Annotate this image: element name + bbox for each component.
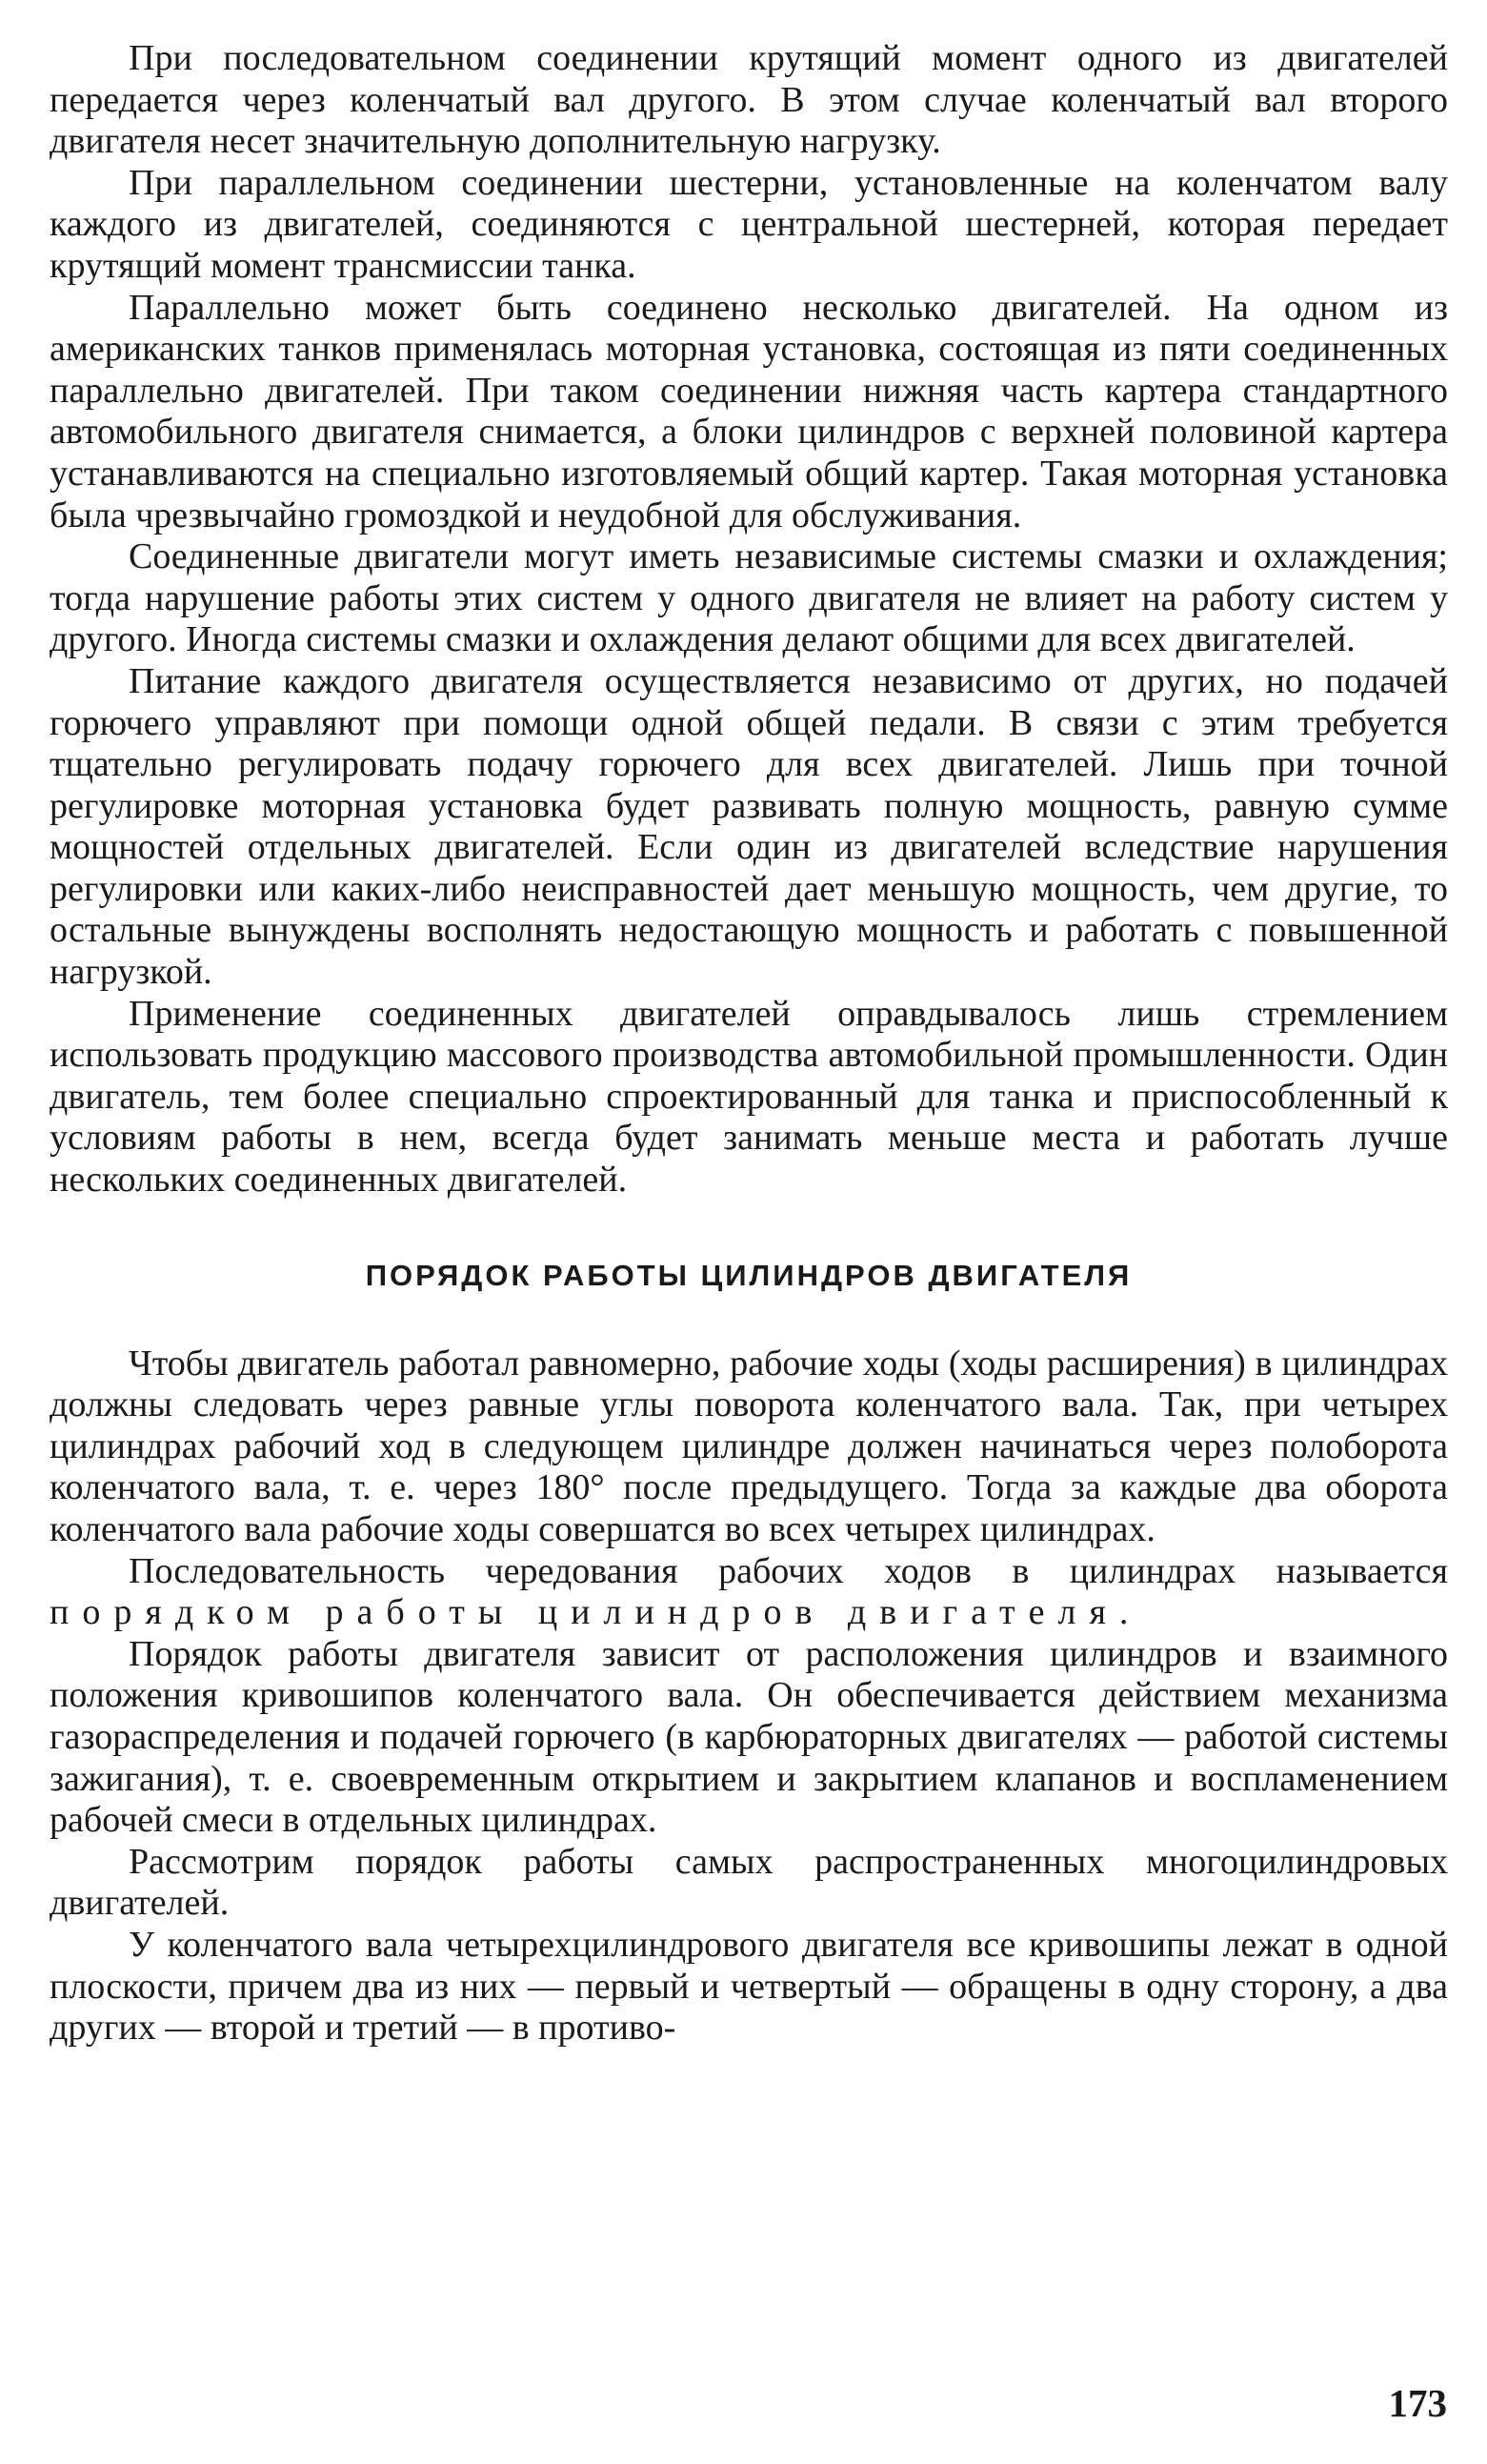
- definition-term: порядком работы цилиндров двигателя: [50, 1592, 1119, 1633]
- paragraph-american-tank: Параллельно может быть соединено несколько двигателей. На одном из американских танков применялась моторная установка, состоящая из пяти соединенных параллельно двигателей. При таком соединении нижняя часть картера стандартного автомобильного двигателя снимается, а блоки цилиндров с верхней половиной картера устанавливаются на специально изготовляемый общий картер. Такая моторная установка была чрезвычайно громоздкой и неудобной для обслуживания.: [50, 287, 1448, 535]
- paragraph-uniform-operation: Чтобы двигатель работал равномерно, рабочие ходы (ходы расширения) в цилиндрах должны следовать через равные углы поворота коленчатого вала. Так, при четырех цилиндрах рабочий ход в следующем цилиндре должен начинаться через полоборота коленчатого вала, т. е. через 180° после предыдущего. Тогда за каждые два оборота коленчатого вала рабочие ходы совершатся во всех четырех цилиндрах.: [50, 1343, 1448, 1549]
- page-number: 173: [1388, 2381, 1447, 2425]
- paragraph-lubrication-cooling: Соединенные двигатели могут иметь независимые системы смазки и охлаждения; тогда нарушение работы этих систем у одного двигателя не влияет на работу систем у другого. Иногда системы смазки и охлаждения делают общими для всех двигателей.: [50, 536, 1448, 660]
- definition-lead: Последовательность чередования рабочих ходов в цилиндрах называется: [129, 1550, 1448, 1591]
- paragraph-firing-order-definition: [50, 1551, 1448, 1634]
- page-text-block: [50, 38, 1448, 2050]
- paragraph-crankshaft-four-cylinder: У коленчатого вала четырехцилиндрового двигателя все кривошипы лежат в одной плоскости, причем два из них — первый и четвертый — обращены в одну сторону, а два других — второй и третий — в противо-: [50, 1924, 1448, 2049]
- definition-tail: .: [1118, 1592, 1129, 1633]
- paragraph-conclusion: Применение соединенных двигателей оправдывалось лишь стремлением использовать продукцию массового производства автомобильной промышленности. Один двигатель, тем более специально спроектированный для танка и приспособленный к условиям работы в нем, всегда будет занимать меньше места и работать лучше нескольких соединенных двигателей.: [50, 993, 1448, 1201]
- paragraph-fuel-supply: Питание каждого двигателя осуществляется независимо от других, но подачей горючего управляют при помощи одной общей педали. В связи с этим требуется тщательно регулировать подачу горючего для всех двигателей. Лишь при точной регулировке моторная установка будет развивать полную мощность, равную сумме мощностей отдельных двигателей. Если один из двигателей вследствие нарушения регулировки или каких-либо неисправностей дает меньшую мощность, чем другие, то остальные вынуждены восполнять недостающую мощность и работать с повышенной нагрузкой.: [50, 660, 1448, 993]
- section-heading: ПОРЯДОК РАБОТЫ ЦИЛИНДРОВ ДВИГАТЕЛЯ: [365, 1258, 1133, 1292]
- paragraph-serial-connection: При последовательном соединении крутящий момент одного из двигателей передается через коленчатый вал другого. В этом случае коленчатый вал второго двигателя несет значительную дополнительную нагрузку.: [50, 38, 1448, 162]
- paragraph-parallel-connection: При параллельном соединении шестерни, установленные на коленчатом валу каждого из двигателей, соединяются с центральной шестерней, которая передает крутящий момент трансмиссии танка.: [50, 162, 1448, 286]
- paragraph-consider: Рассмотрим порядок работы самых распространенных многоцилиндровых двигателей.: [50, 1841, 1448, 1924]
- paragraph-firing-order-depends: Порядок работы двигателя зависит от расположения цилиндров и взаимного положения кривошипов коленчатого вала. Он обеспечивается действием механизма газораспределения и подачей горючего (в карбюраторных двигателях — работой системы зажигания), т. е. своевременным открытием и закрытием клапанов и воспламенением рабочей смеси в отдельных цилиндрах.: [50, 1633, 1448, 1841]
